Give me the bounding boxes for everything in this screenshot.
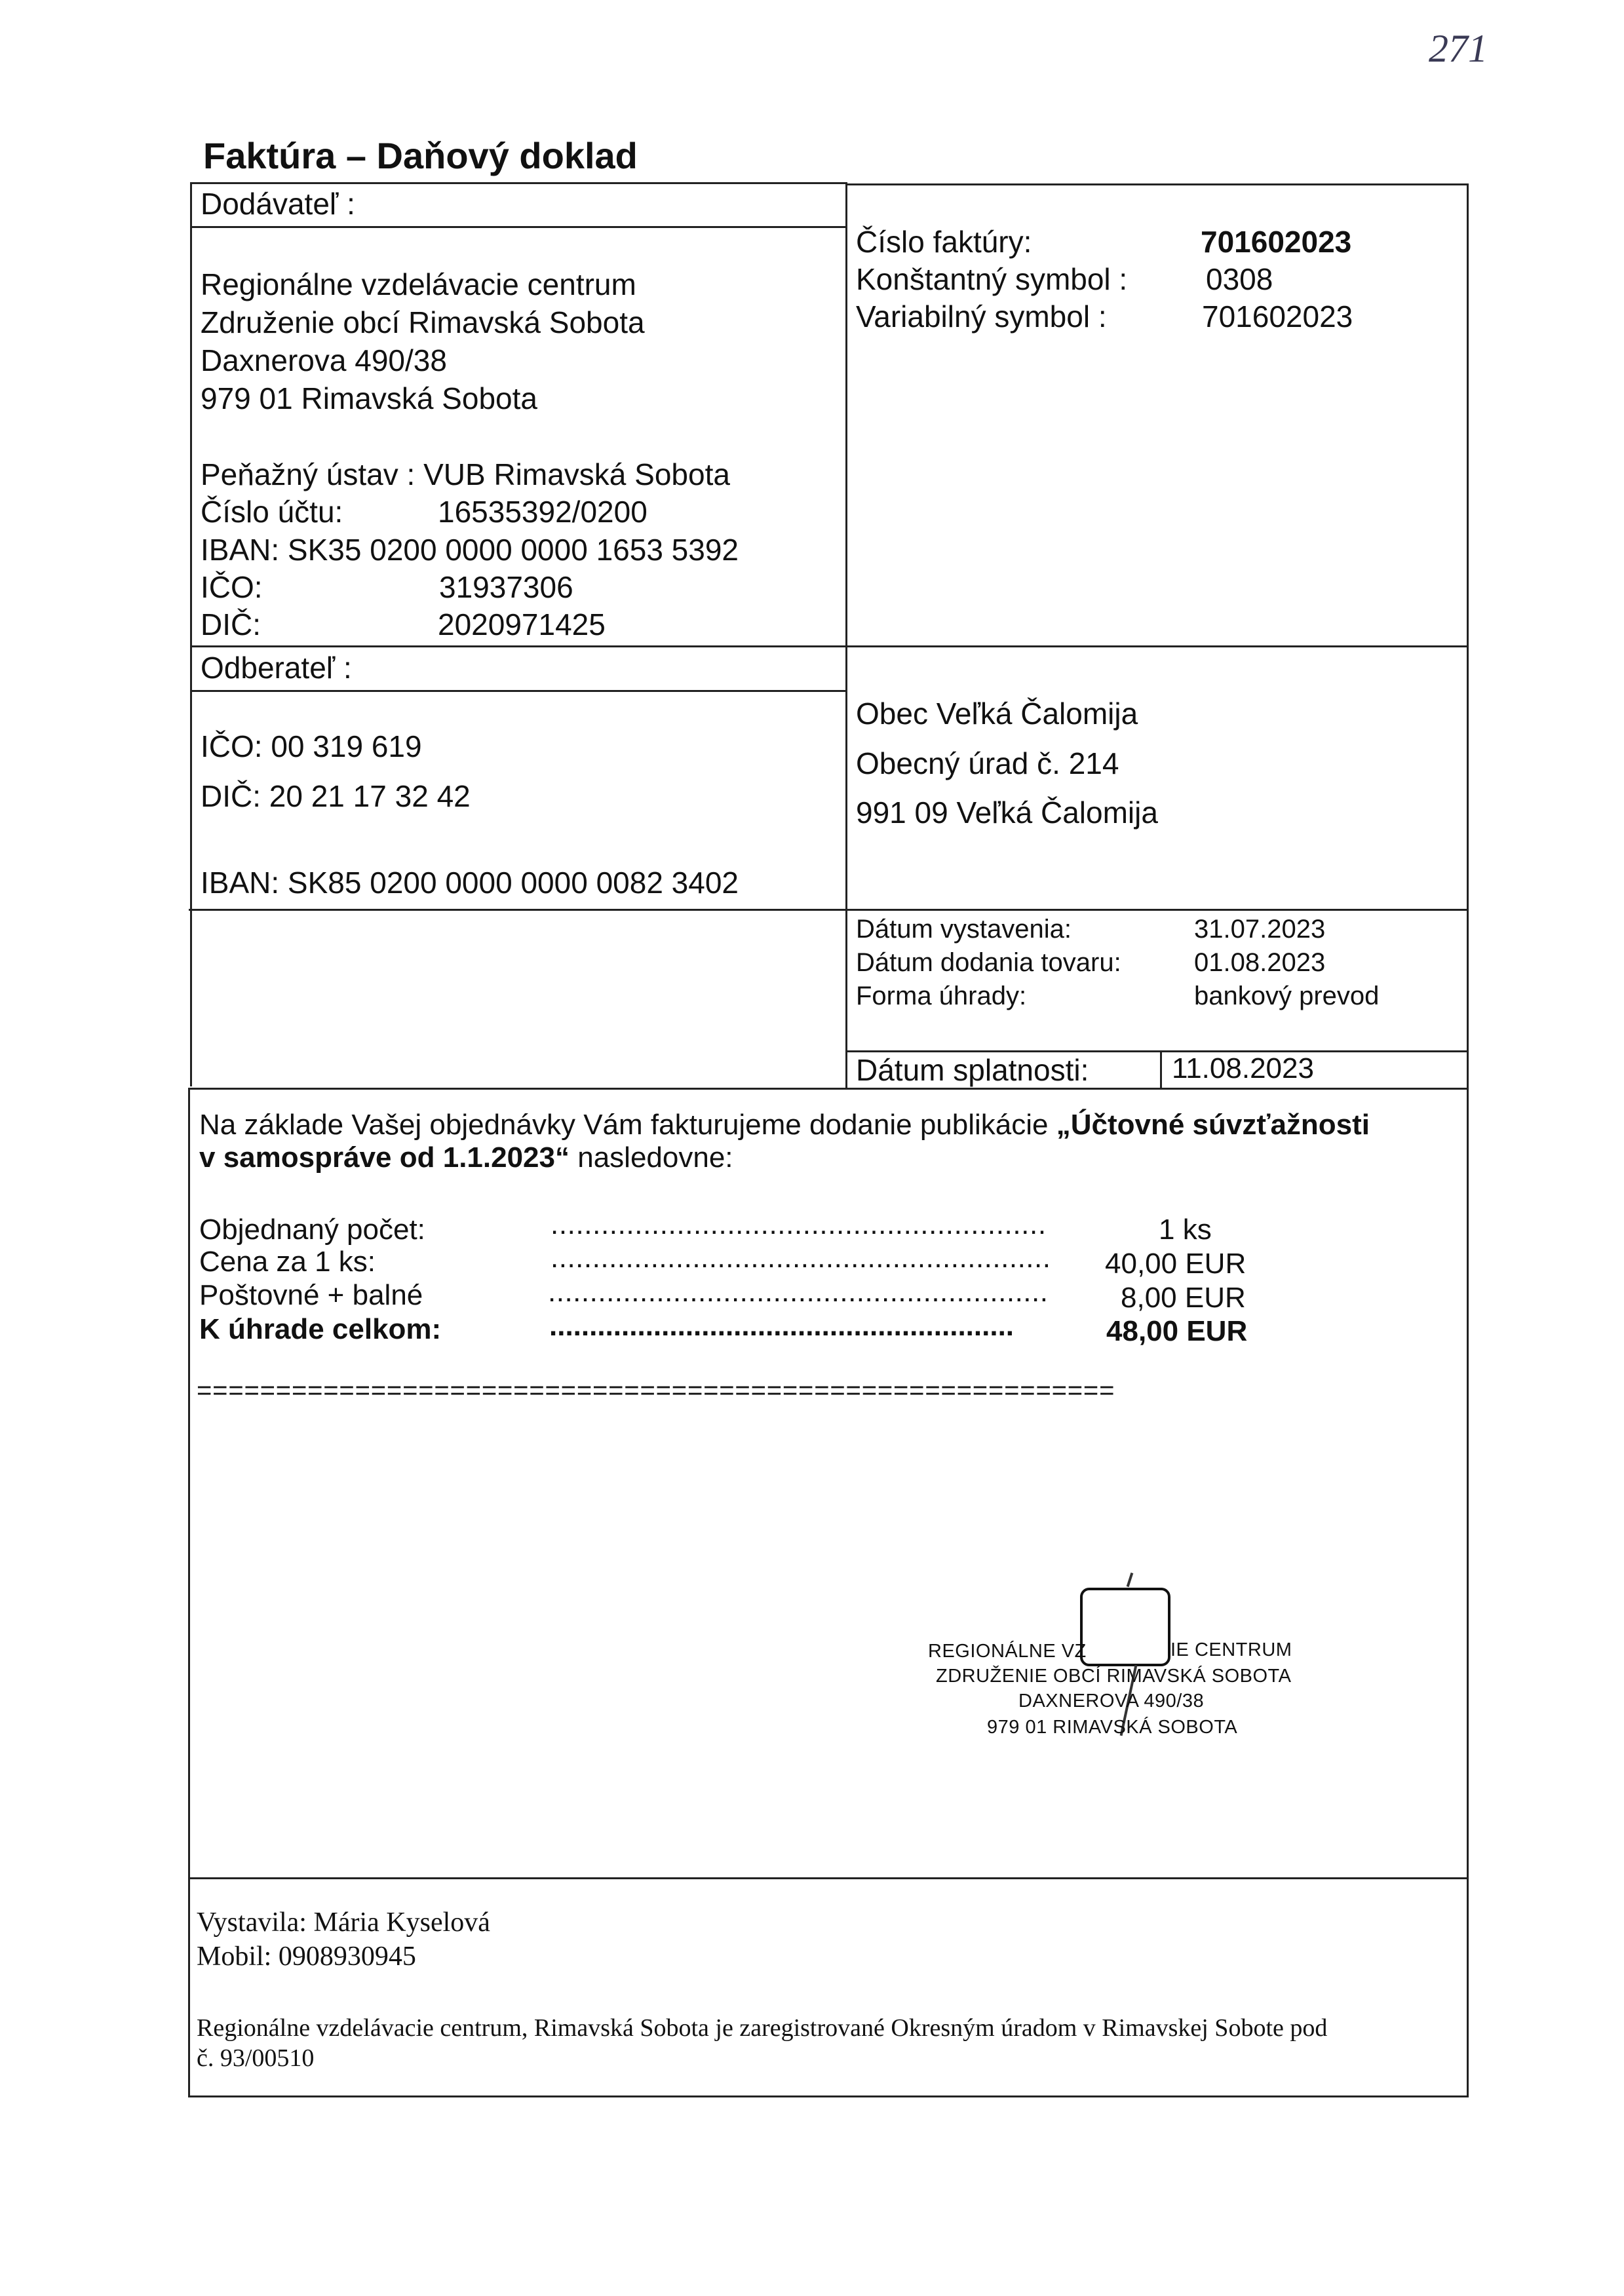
frame-line xyxy=(1160,1050,1162,1088)
intro-text-end: nasledovne: xyxy=(570,1141,733,1174)
item-dots: ............................................................ xyxy=(548,1276,1049,1308)
customer-dic: DIČ: 20 21 17 32 42 xyxy=(201,779,471,813)
separator-line: ========================================================== xyxy=(197,1376,1115,1405)
customer-heading: Odberateľ : xyxy=(201,651,352,685)
variable-symbol-label: Variabilný symbol : xyxy=(856,299,1107,334)
customer-city: 991 09 Veľká Čalomija xyxy=(856,795,1158,830)
stamp-line-1-right: IE CENTRUM xyxy=(1170,1639,1292,1660)
supplier-dic-value: 2020971425 xyxy=(438,607,606,641)
registration-note-line-1: Regionálne vzdelávacie centrum, Rimavská Sobota je zaregistrované Okresným úradom v Rimavskej Sobote pod xyxy=(197,2014,1328,2042)
frame-line xyxy=(845,182,847,1089)
total-label: K úhrade celkom: xyxy=(199,1313,442,1345)
supplier-account-value: 16535392/0200 xyxy=(438,495,648,529)
customer-office: Obecný úrad č. 214 xyxy=(856,746,1119,780)
stamp-line-4: 979 01 RIMAVSKÁ SOBOTA xyxy=(987,1717,1238,1738)
issue-date-value: 31.07.2023 xyxy=(1194,915,1326,944)
frame-line xyxy=(190,182,192,1086)
signature-box xyxy=(1080,1588,1170,1666)
intro-line-2 xyxy=(199,1140,733,1176)
constant-symbol-value: 0308 xyxy=(1206,262,1273,296)
item-value: 8,00 EUR xyxy=(1121,1282,1246,1314)
frame-line xyxy=(1467,183,1469,2097)
frame-line xyxy=(188,1088,190,2097)
stamp-line-1-left: REGIONÁLNE VZ xyxy=(928,1641,1087,1662)
item-label-text: Poštovné + balné xyxy=(199,1279,423,1311)
item-label xyxy=(199,1278,423,1313)
stamp-line-2: ZDRUŽENIE OBCÍ RIMAVSKÁ SOBOTA xyxy=(936,1666,1292,1687)
supplier-ico-value: 31937306 xyxy=(439,570,573,604)
supplier-ico-label: IČO: xyxy=(201,570,263,604)
item-label: Cena za 1 ks: xyxy=(199,1246,376,1278)
supplier-account-label: Číslo účtu: xyxy=(201,495,343,529)
frame-line xyxy=(189,909,1468,911)
payment-method-label: Forma úhrady: xyxy=(856,982,1027,1010)
item-value: 1 ks xyxy=(1159,1214,1212,1246)
item-label: Objednaný počet: xyxy=(199,1214,425,1246)
supplier-iban: IBAN: SK35 0200 0000 0000 1653 5392 xyxy=(201,533,739,567)
supplier-name-line2: Združenie obcí Rimavská Sobota xyxy=(201,305,645,339)
frame-line xyxy=(189,1088,1468,1090)
intro-text: Na základe Vašej objednávky Vám fakturujeme dodanie publikácie xyxy=(199,1109,1056,1141)
customer-name: Obec Veľká Čalomija xyxy=(856,697,1138,731)
payment-method-value: bankový prevod xyxy=(1194,982,1380,1010)
total-value: 48,00 EUR xyxy=(1106,1315,1248,1347)
item-dots: ............................................................ xyxy=(551,1242,1051,1274)
frame-line xyxy=(190,645,1468,647)
handwritten-page-number: 271 xyxy=(1429,27,1488,70)
frame-line xyxy=(190,226,847,228)
variable-symbol-value: 701602023 xyxy=(1202,299,1353,334)
signature-stroke xyxy=(1127,1573,1134,1587)
supplier-heading: Dodávateľ : xyxy=(201,187,355,221)
constant-symbol-label: Konštantný symbol : xyxy=(856,262,1128,296)
due-date-label: Dátum splatnosti: xyxy=(856,1053,1089,1087)
issue-date-label: Dátum vystavenia: xyxy=(856,915,1072,944)
supplier-street: Daxnerova 490/38 xyxy=(201,343,447,377)
item-value: 40,00 EUR xyxy=(1105,1248,1247,1280)
frame-line xyxy=(190,182,847,184)
invoice-number-label: Číslo faktúry: xyxy=(856,225,1032,259)
frame-line xyxy=(188,1877,1469,1879)
publication-title-cont: v samospráve od 1.1.2023“ xyxy=(199,1141,570,1174)
supplier-city: 979 01 Rimavská Sobota xyxy=(201,381,537,415)
supplier-bank: Peňažný ústav : VUB Rimavská Sobota xyxy=(201,457,730,491)
supplier-dic-label: DIČ: xyxy=(201,607,261,641)
mobile-number: Mobil: 0908930945 xyxy=(197,1942,416,1972)
issued-by: Vystavila: Mária Kyselová xyxy=(197,1907,490,1938)
frame-line xyxy=(188,2095,1469,2097)
invoice-number-value: 701602023 xyxy=(1201,225,1352,259)
intro-line-1 xyxy=(199,1107,1370,1143)
registration-note-line-2: č. 93/00510 xyxy=(197,2044,315,2072)
delivery-date-label: Dátum dodania tovaru: xyxy=(856,948,1121,977)
stamp-line-3: DAXNEROVA 490/38 xyxy=(1018,1691,1205,1712)
customer-iban: IBAN: SK85 0200 0000 0000 0082 3402 xyxy=(201,866,739,900)
supplier-name-line1: Regionálne vzdelávacie centrum xyxy=(201,267,636,301)
frame-line xyxy=(190,690,847,692)
item-dots: ........................................................... xyxy=(551,1208,1047,1240)
document-title: Faktúra – Daňový doklad xyxy=(203,135,638,176)
due-date-value: 11.08.2023 xyxy=(1172,1052,1314,1084)
customer-ico: IČO: 00 319 619 xyxy=(201,729,422,763)
total-dots: .......................................................... xyxy=(549,1310,1015,1342)
frame-line xyxy=(845,183,1468,185)
publication-title: „Účtovné súvzťažnosti xyxy=(1056,1109,1370,1141)
delivery-date-value: 01.08.2023 xyxy=(1194,948,1326,977)
